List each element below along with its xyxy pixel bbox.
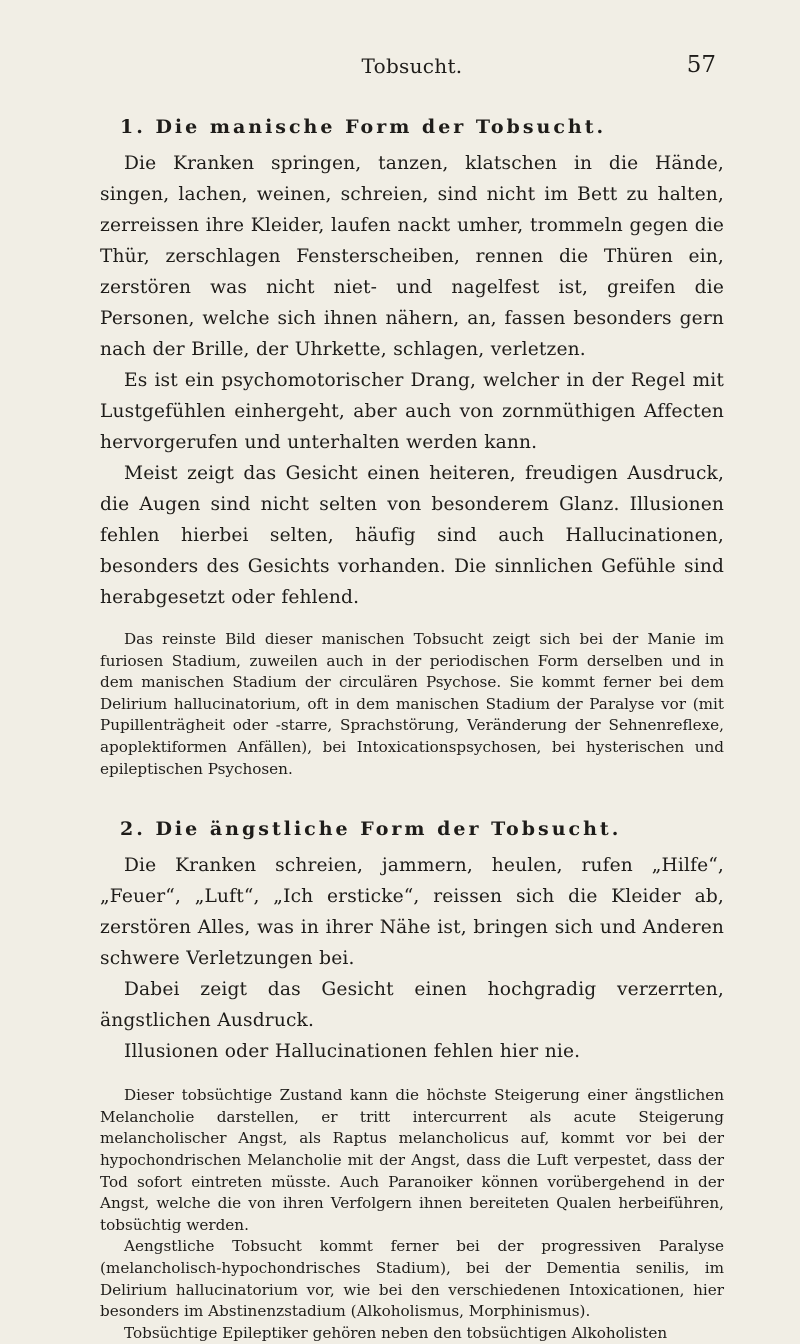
note-paragraph: Dieser tobsüchtige Zustand kann die höchste Steigerung einer ängstlichen Melancholie darstellen, er tritt intercurrent als acute Steigerung melancholischer Angst, als Raptus melancholicus auf, kommt vor bei der hypochondrischen Melancholie mit der Angst, dass die Luft verpestet, dass der Tod sofort eintreten müsste. Auch Paranoiker können vorübergehend in der Angst, welche die von ihren Verfolgern ihnen bereiteten Qualen herbeiführen, tobsüchtig werden. [100,1086,724,1234]
note-paragraph: Aengstliche Tobsucht kommt ferner bei der progressiven Paralyse (melancholisch-hypochondrisches Stadium), bei der Dementia senilis, im Delirium hallucinatorium vor, wie bei den verschiedenen Intoxicationen, hier besonders im Abstinenzstadium (Alkoholismus, Morphinismus). [100,1237,724,1321]
body-paragraph: Die Kranken schreien, jammern, heulen, rufen „Hilfe“, „Feuer“, „Luft“, „Ich ersticke“, reissen sich die Kleider ab, zerstören Alles, was in ihrer Nähe ist, bringen sich und Anderen schwere Verletzungen bei. [100,855,724,970]
page-number: 57 [686,52,716,78]
body-paragraph: Meist zeigt das Gesicht einen heiteren, freudigen Ausdruck, die Augen sind nicht selten von besonderem Glanz. Illusionen fehlen hierbei selten, häufig sind auch Hallucinationen, besonders des Gesichts vorhanden. Die sinnlichen Gefühle sind herabgesetzt oder fehlend. [100,463,724,608]
running-head [100,0,724,80]
body-paragraph: Illusionen oder Hallucinationen fehlen hier nie. [124,1041,581,1063]
body-paragraph: Die Kranken springen, tanzen, klatschen in die Hände, singen, lachen, weinen, schreien, sind nicht im Bett zu halten, zerreissen ihre Kleider, laufen nackt umher, trommeln gegen die Thür, zerschlagen Fensterscheiben, rennen die Thüren ein, zerstören was nicht niet- und nagelfest ist, greifen die Personen, welche sich ihnen nähern, an, fassen besonders gern nach der Brille, der Uhrkette, schlagen, verletzen. [100,153,724,360]
body-paragraph: Dabei zeigt das Gesicht einen hochgradig verzerrten, ängstlichen Ausdruck. [100,979,724,1032]
body-paragraph: Es ist ein psychomotorischer Drang, welcher in der Regel mit Lustgefühlen einhergeht, aber auch von zornmüthigen Affecten hervorgerufen und unterhalten werden kann. [100,370,724,453]
section-manic-form [100,116,724,780]
section-heading: 2. Die ängstliche Form der Tobsucht. [120,818,622,841]
note-paragraph: Das reinste Bild dieser manischen Tobsucht zeigt sich bei der Manie im furiosen Stadium, zuweilen auch in der periodischen Form derselben und in dem manischen Stadium der circulären Psychose. Sie kommt ferner bei dem Delirium hallucinatorium, oft in dem manischen Stadium der Paralyse vor (mit Pupillenträgheit oder -starre, Sprachstörung, Veränderung der Sehnenreflexe, apoplektiformen Anfällen), bei Intoxicationspsychosen, bei hysterischen und epileptischen Psychosen. [100,630,724,778]
note-paragraph: Tobsüchtige Epileptiker gehören neben den tobsüchtigen Alkoholisten [124,1323,668,1342]
small-print-note [100,1085,724,1344]
running-title: Tobsucht. [361,54,463,78]
small-print-note [100,629,724,780]
section-anxious-form [100,818,724,1344]
section-heading: 1. Die manische Form der Tobsucht. [120,116,607,138]
